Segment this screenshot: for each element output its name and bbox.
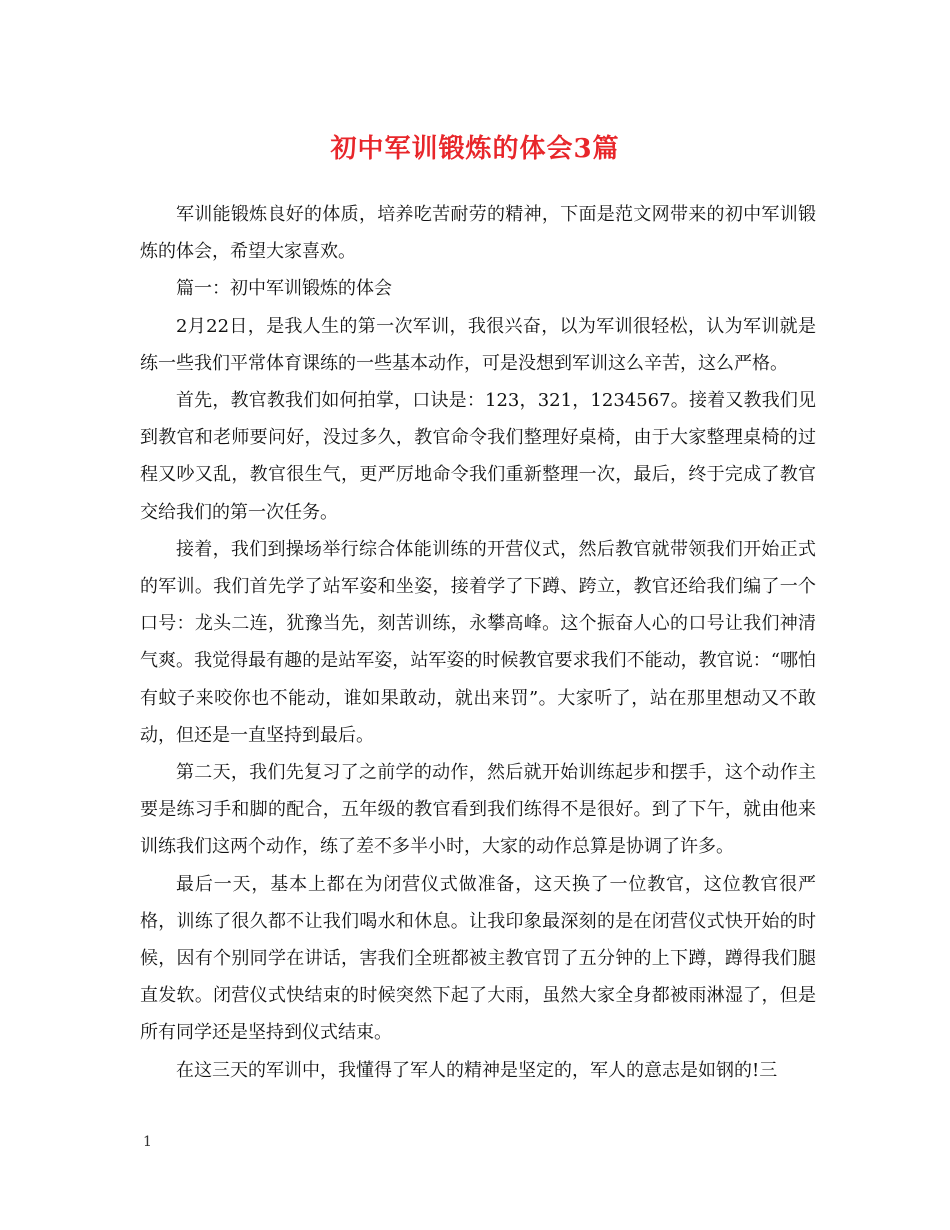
body-paragraph: 在这三天的军训中，我懂得了军人的精神是坚定的，军人的意志是如钢的!三 (176, 1059, 778, 1081)
page-number: 1 (143, 1134, 152, 1150)
intro-paragraph: 军训能锻炼良好的体质，培养吃苦耐劳的精神，下面是范文网带来的初中军训锻炼的体会，希望大家喜欢。 (140, 204, 816, 263)
body-paragraph: 2月22日，是我人生的第一次军训，我很兴奋，以为军训很轻松，认为军训就是练一些我们平常体育课练的一些基本动作，可是没想到军训这么辛苦，这么严格。 (140, 315, 816, 374)
document-title: 初中军训锻炼的体会3篇 (330, 134, 620, 164)
body-paragraph: 首先，教官教我们如何拍掌，口诀是：123，321，1234567。接着又教我们见到教官和老师要问好，没过多久，教官命令我们整理好桌椅，由于大家整理桌椅的过程又吵又乱，教官很生气，更严厉地命令我们重新整理一次，最后，终于完成了教官交给我们的第一次任务。 (140, 390, 817, 523)
body-paragraph: 接着，我们到操场举行综合体能训练的开营仪式，然后教官就带领我们开始正式的军训。我们首先学了站军姿和坐姿，接着学了下蹲、跨立，教官还给我们编了一个口号：龙头二连，犹豫当先，刻苦训练，永攀高峰。这个振奋人心的口号让我们神清气爽。我觉得最有趣的是站军姿，站军姿的时候教官要求我们不能动，教官说：“哪怕有蚊子来咬你也不能动，谁如果敢动，就出来罚”。大家听了，站在那里想动又不敢动，但还是一直坚持到最后。 (140, 538, 816, 746)
body-paragraph: 第二天，我们先复习了之前学的动作，然后就开始训练起步和摆手，这个动作主要是练习手和脚的配合，五年级的教官看到我们练得不是很好。到了下午，就由他来训练我们这两个动作，练了差不多半小时，大家的动作总算是协调了许多。 (140, 762, 816, 858)
body-paragraph: 最后一天，基本上都在为闭营仪式做准备，这天换了一位教官，这位教官很严格，训练了很久都不让我们喝水和休息。让我印象最深刻的是在闭营仪式快开始的时候，因有个别同学在讲话，害我们全班都被主教官罚了五分钟的上下蹲，蹲得我们腿直发软。闭营仪式快结束的时候突然下起了大雨，虽然大家全身都被雨淋湿了，但是所有同学还是坚持到仪式结束。 (140, 873, 816, 1044)
document-body (140, 196, 816, 1089)
section-heading: 篇一：初中军训锻炼的体会 (176, 278, 392, 300)
